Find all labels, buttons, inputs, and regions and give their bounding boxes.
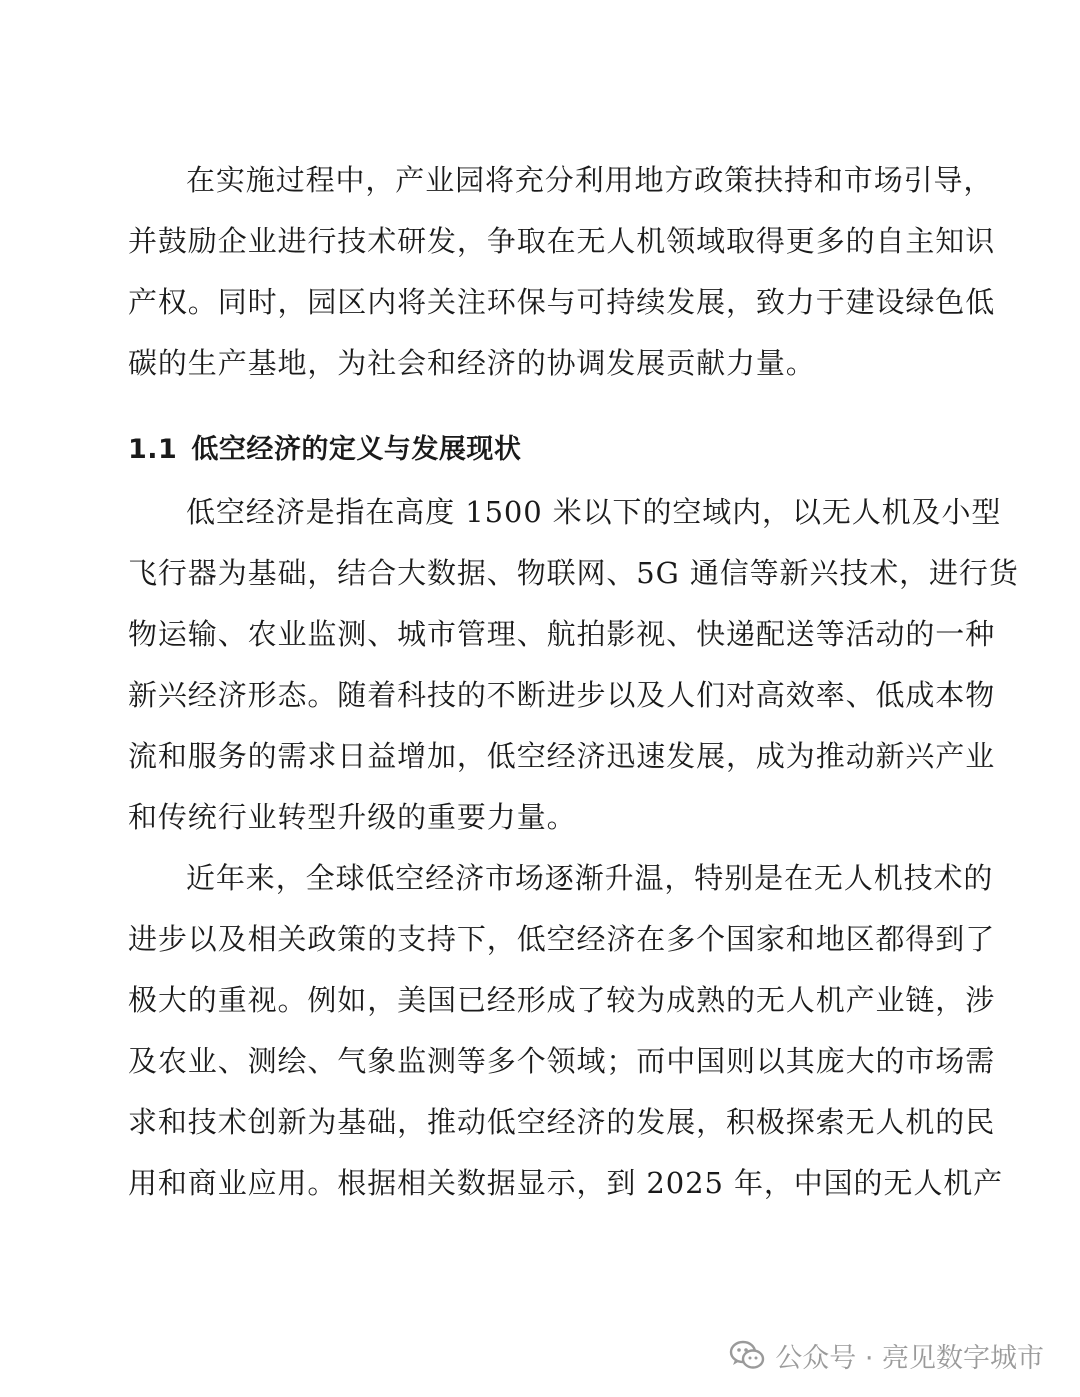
wechat-icon [729,1340,765,1370]
paragraph-line: 物运输、农业监测、城市管理、航拍影视、快递配送等活动的一种 [128,617,996,651]
paragraph-1 [128,150,996,394]
paragraph-line: 及农业、测绘、气象监测等多个领域；而中国则以其庞大的市场需 [128,1044,996,1078]
paragraph-line: 在实施过程中，产业园将充分利用地方政策扶持和市场引导， [186,163,994,197]
section-number: 1.1 [128,434,178,465]
paragraph-line: 极大的重视。例如，美国已经形成了较为成熟的无人机产业链，涉 [128,983,996,1017]
section-heading [128,430,946,470]
watermark [729,1335,1044,1375]
paragraph-line: 低空经济是指在高度 1500 米以下的空域内，以无人机及小型 [186,495,1002,529]
document-page [128,150,1019,1214]
paragraph-line: 进步以及相关政策的支持下，低空经济在多个国家和地区都得到了 [128,922,996,956]
section-title: 低空经济的定义与发展现状 [191,434,522,465]
paragraph-line: 流和服务的需求日益增加，低空经济迅速发展，成为推动新兴产业 [128,739,996,773]
paragraph-line: 近年来，全球低空经济市场逐渐升温，特别是在无人机技术的 [186,861,994,895]
paragraph-line: 新兴经济形态。随着科技的不断进步以及人们对高效率、低成本物 [128,678,996,712]
paragraph-line: 和传统行业转型升级的重要力量。 [128,800,577,834]
paragraph-line: 求和技术创新为基础，推动低空经济的发展，积极探索无人机的民 [128,1105,996,1139]
watermark-text: 公众号 · 亮见数字城市 [775,1342,1044,1374]
paragraph-line: 产权。同时，园区内将关注环保与可持续发展，致力于建设绿色低 [128,285,996,319]
paragraph-line: 碳的生产基地，为社会和经济的协调发展贡献力量。 [128,346,816,380]
paragraph-line: 用和商业应用。根据相关数据显示，到 2025 年，中国的无人机产 [128,1166,1004,1200]
paragraph-3 [128,848,1004,1214]
paragraph-2 [128,482,1019,848]
paragraph-line: 并鼓励企业进行技术研发，争取在无人机领域取得更多的自主知识 [128,224,996,258]
paragraph-line: 飞行器为基础，结合大数据、物联网、5G 通信等新兴技术，进行货 [128,556,1019,590]
